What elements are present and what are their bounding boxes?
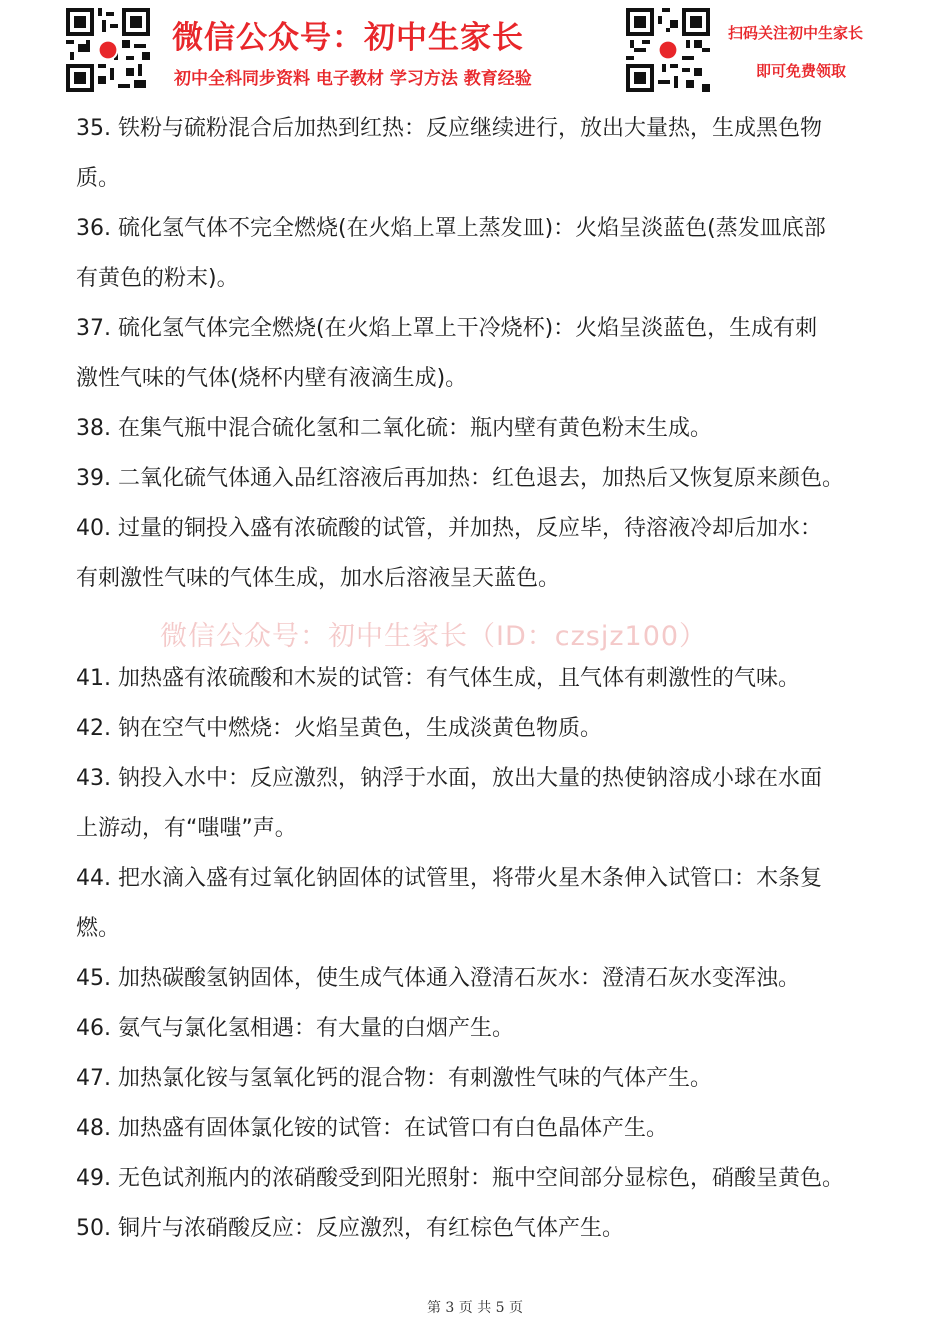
- text-line: 37. 硫化氢气体完全燃烧(在火焰上罩上干冷烧杯)：火焰呈淡蓝色，生成有刺: [76, 316, 818, 341]
- text-line: 40. 过量的铜投入盛有浓硫酸的试管，并加热，反应毕，待溶液冷却后加水：: [76, 516, 822, 541]
- list-item: [76, 1104, 876, 1154]
- list-item: [76, 1054, 876, 1104]
- text-line: 有刺激性气味的气体生成，加水后溶液呈天蓝色。: [76, 566, 561, 591]
- header-free-claim: 即可免费领取: [756, 62, 847, 80]
- header-scan-prompt: 扫码关注初中生家长: [728, 24, 864, 42]
- text-line: 46. 氨气与氯化氢相遇：有大量的白烟产生。: [76, 1016, 514, 1041]
- list-item: [76, 104, 876, 204]
- document-body: [76, 104, 876, 1254]
- text-line: 38. 在集气瓶中混合硫化氢和二氧化硫：瓶内壁有黄色粉末生成。: [76, 416, 712, 441]
- watermark: 微信公众号：初中生家长（ID：czsjz100）: [160, 621, 708, 652]
- qr-code-right[interactable]: [626, 8, 710, 92]
- list-item: [76, 404, 876, 454]
- list-item: [76, 754, 876, 854]
- text-line: 质。: [76, 166, 121, 191]
- list-item: [76, 454, 876, 504]
- text-line: 48. 加热盛有固体氯化铵的试管：在试管口有白色晶体产生。: [76, 1116, 668, 1141]
- page-footer: 第 3 页 共 5 页: [426, 1300, 524, 1316]
- list-item: [76, 704, 876, 754]
- text-line: 50. 铜片与浓硝酸反应：反应激烈，有红棕色气体产生。: [76, 1216, 624, 1241]
- list-item: [76, 1204, 876, 1254]
- list-item: [76, 204, 876, 304]
- list-item: [76, 604, 876, 654]
- qr-code-left[interactable]: [66, 8, 150, 92]
- list-item: [76, 504, 876, 604]
- text-line: 43. 钠投入水中：反应激烈，钠浮于水面，放出大量的热使钠溶成小球在水面: [76, 766, 822, 791]
- list-item: [76, 954, 876, 1004]
- page-header: [0, 0, 950, 100]
- text-line: 36. 硫化氢气体不完全燃烧(在火焰上罩上蒸发皿)：火焰呈淡蓝色(蒸发皿底部: [76, 216, 826, 241]
- text-line: 45. 加热碳酸氢钠固体，使生成气体通入澄清石灰水：澄清石灰水变浑浊。: [76, 966, 800, 991]
- header-subtitle: 初中全科同步资料 电子教材 学习方法 教育经验: [174, 69, 532, 89]
- list-item: [76, 304, 876, 404]
- list-item: [76, 854, 876, 954]
- text-line: 47. 加热氯化铵与氢氧化钙的混合物：有刺激性气味的气体产生。: [76, 1066, 712, 1091]
- header-title: 微信公众号：初中生家长: [172, 20, 524, 56]
- qr-code-icon: [626, 8, 710, 92]
- text-line: 上游动，有“嗤嗤”声。: [76, 816, 297, 841]
- qr-code-icon: [66, 8, 150, 92]
- text-line: [76, 604, 876, 654]
- text-line: 激性气味的气体(烧杯内壁有液滴生成)。: [76, 366, 468, 391]
- text-line: 42. 钠在空气中燃烧：火焰呈黄色，生成淡黄色物质。: [76, 716, 602, 741]
- text-line: 燃。: [76, 916, 121, 941]
- list-item: [76, 1154, 876, 1204]
- text-line: 39. 二氧化硫气体通入品红溶液后再加热：红色退去，加热后又恢复原来颜色。: [76, 466, 844, 491]
- text-line: 44. 把水滴入盛有过氧化钠固体的试管里，将带火星木条伸入试管口：木条复: [76, 866, 822, 891]
- list-item: [76, 1004, 876, 1054]
- list-item: [76, 654, 876, 704]
- text-line: 35. 铁粉与硫粉混合后加热到红热：反应继续进行，放出大量热，生成黑色物: [76, 116, 822, 141]
- text-line: 49. 无色试剂瓶内的浓硝酸受到阳光照射：瓶中空间部分显棕色，硝酸呈黄色。: [76, 1166, 844, 1191]
- text-line: 41. 加热盛有浓硫酸和木炭的试管：有气体生成，且气体有刺激性的气味。: [76, 666, 800, 691]
- text-line: 有黄色的粉末)。: [76, 266, 239, 291]
